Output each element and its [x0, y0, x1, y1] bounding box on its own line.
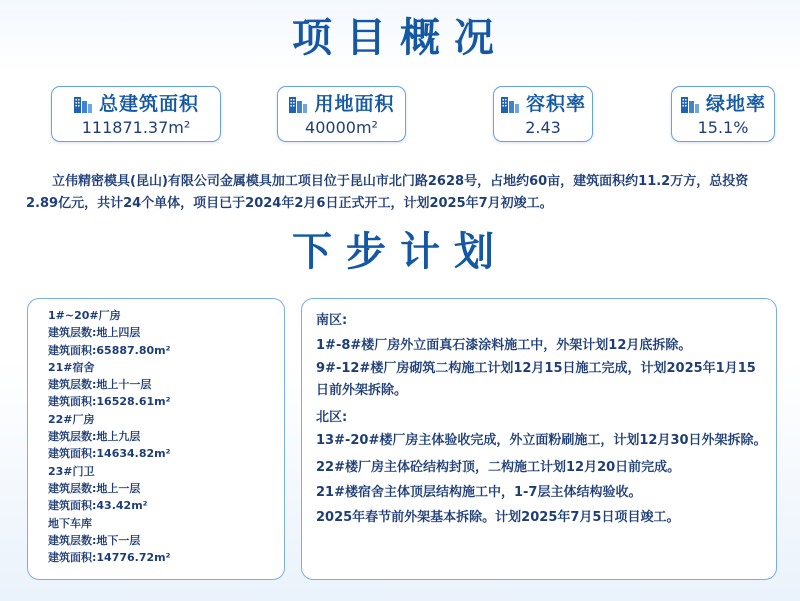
- building-icon: [73, 94, 93, 114]
- stat-card-green-ratio: [671, 86, 775, 142]
- list-item: 建筑层数:地上一层: [48, 481, 141, 495]
- list-item: 建筑面积:16528.61m²: [48, 395, 171, 409]
- list-item: 22#楼厂房主体砼结构封顶，二构施工计划12月20日前完成。: [316, 460, 681, 475]
- plan-details-panel: [301, 298, 777, 580]
- list-item: 建筑面积:14776.72m²: [48, 551, 171, 565]
- building-icon: [680, 94, 700, 114]
- building-info-list: [48, 307, 170, 566]
- stat-value: 40000m²: [305, 118, 378, 137]
- list-item: 地下车库: [48, 516, 92, 530]
- stat-label: 容积率: [525, 93, 586, 115]
- stat-value: 2.43: [525, 118, 561, 137]
- stat-value: 111871.37m²: [81, 118, 191, 137]
- stat-card-land-area: [277, 86, 406, 142]
- building-icon: [500, 94, 520, 114]
- list-item: 9#-12#楼厂房砌筑二构施工计划12月15日施工完成，计划2025年1月15日前外架拆除。: [316, 361, 756, 398]
- list-item: 22#厂房: [48, 412, 95, 426]
- list-item: 建筑面积:14634.82m²: [48, 447, 171, 461]
- plan-details-list: [316, 308, 768, 530]
- list-item: 13#-20#楼厂房主体验收完成，外立面粉刷施工，计划12月30日外架拆除。: [316, 433, 767, 448]
- list-item: 23#门卫: [48, 464, 95, 478]
- list-item: 建筑层数:地上九层: [48, 430, 141, 444]
- list-item: 1#-8#楼厂房外立面真石漆涂料施工中，外架计划12月底拆除。: [316, 338, 692, 353]
- stat-label: 用地面积: [314, 93, 395, 115]
- plan-heading-south: 南区:: [316, 313, 348, 328]
- project-summary: 立伟精密模具(昆山)有限公司金属模具加工项目位于昆山市北门路2628号，占地约60亩，建筑面积约11.2万方，总投资2.89亿元，共计24个单体，项目已于2024年2月6日正式开工，计划2025年7月初竣工。: [26, 174, 749, 211]
- list-item: 建筑层数:地下一层: [48, 533, 141, 547]
- list-item: 2025年春节前外架基本拆除。计划2025年7月5日项目竣工。: [316, 510, 680, 525]
- list-item: 建筑层数:地上十一层: [48, 378, 152, 392]
- stat-card-total-area: [51, 86, 221, 142]
- plan-heading-north: 北区:: [316, 410, 348, 425]
- section-title-next-plan: 下步计划: [292, 228, 508, 275]
- list-item: 建筑层数:地上四层: [48, 326, 141, 340]
- stat-label: 绿地率: [705, 93, 766, 115]
- list-item: 建筑面积:43.42m²: [48, 499, 148, 513]
- building-icon: [288, 94, 308, 114]
- building-info-panel: [27, 298, 285, 580]
- stat-value: 15.1%: [697, 118, 749, 137]
- stat-card-floor-area-ratio: [493, 86, 593, 142]
- section-title-overview: 项目概况: [292, 14, 508, 61]
- list-item: 1#~20#厂房: [48, 309, 121, 322]
- stat-label: 总建筑面积: [98, 93, 199, 115]
- list-item: 21#宿舍: [48, 360, 95, 374]
- list-item: 建筑面积:65887.80m²: [48, 343, 171, 357]
- list-item: 21#楼宿舍主体顶层结构施工中，1-7层主体结构验收。: [316, 485, 642, 500]
